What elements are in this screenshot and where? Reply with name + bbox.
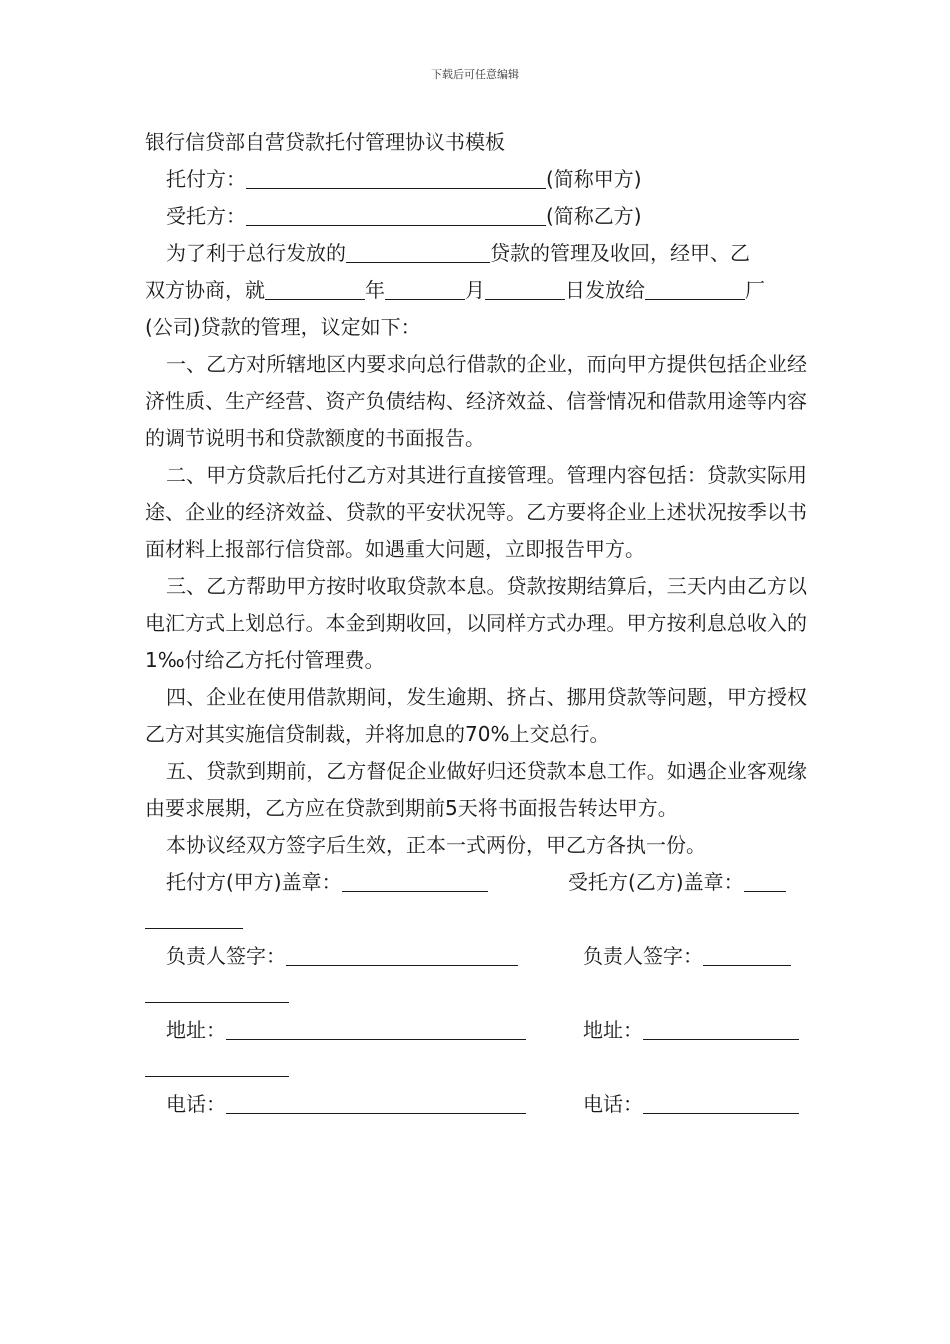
factory-blank[interactable]: [645, 277, 745, 300]
phone-row: [145, 1086, 807, 1123]
intro-text: 双方协商，就: [145, 278, 265, 302]
party-a-suffix: (简称甲方): [546, 167, 642, 191]
intro-text: 为了利于总行发放的: [166, 241, 346, 265]
seal-b-label: 受托方(乙方)盖章：: [568, 870, 744, 894]
clause-5: 五、贷款到期前，乙方督促企业做好归还贷款本息工作。如遇企业客观缘由要求展期，乙方应在贷款到期前5天将书面报告转达甲方。: [145, 759, 807, 820]
intro-text: 月: [465, 278, 485, 302]
signer-a-blank[interactable]: [286, 943, 518, 966]
phone-b-blank[interactable]: [643, 1091, 799, 1114]
phone-a-blank[interactable]: [226, 1091, 526, 1114]
address-a-blank[interactable]: [226, 1017, 526, 1040]
seal-b-continuation: [145, 901, 243, 938]
closing-statement: 本协议经双方签字后生效，正本一式两份，甲乙方各执一份。: [166, 833, 706, 857]
address-b-label: 地址：: [583, 1018, 643, 1042]
signer-b-label: 负责人签字：: [583, 944, 703, 968]
seal-row: [145, 864, 807, 938]
party-a-line: [145, 161, 807, 198]
loan-type-blank[interactable]: [346, 240, 490, 263]
intro-text: 日发放给: [565, 278, 645, 302]
day-blank[interactable]: [485, 277, 565, 300]
address-b: [583, 1012, 799, 1049]
clause-4: 四、企业在使用借款期间，发生逾期、挤占、挪用贷款等问题，甲方授权乙方对其实施信贷制裁，并将加息的70%上交总行。: [145, 685, 807, 746]
signer-b-blank[interactable]: [703, 943, 791, 966]
document-title: 银行信贷部自营贷款托付管理协议书模板: [145, 130, 505, 154]
address-b-blank[interactable]: [643, 1017, 799, 1040]
phone-b-label: 电话：: [583, 1092, 643, 1116]
address-b-continuation: [145, 1049, 289, 1086]
intro-text: 贷款的管理及收回，经甲、乙: [490, 241, 750, 265]
phone-a-label: 电话：: [166, 1092, 226, 1116]
address-a: [166, 1012, 526, 1049]
seal-b-blank-cont[interactable]: [145, 906, 243, 929]
phone-b: [583, 1086, 799, 1123]
address-row: [145, 1012, 807, 1086]
seal-a-label: 托付方(甲方)盖章：: [166, 870, 342, 894]
seal-a-blank[interactable]: [342, 869, 488, 892]
year-blank[interactable]: [265, 277, 365, 300]
signer-a-label: 负责人签字：: [166, 944, 286, 968]
signer-b: [583, 938, 791, 975]
intro-text: 年: [365, 278, 385, 302]
seal-b: [568, 864, 786, 901]
party-b-suffix: (简称乙方): [546, 204, 642, 228]
address-b-blank-cont[interactable]: [145, 1054, 289, 1077]
intro-line-2: [145, 272, 807, 309]
party-b-blank[interactable]: [246, 203, 546, 226]
party-a-label: 托付方：: [166, 167, 246, 191]
seal-b-blank[interactable]: [744, 869, 786, 892]
document-body: [145, 124, 807, 1123]
clause-1: 一、乙方对所辖地区内要求向总行借款的企业，而向甲方提供包括企业经济性质、生产经营、资产负债结构、经济效益、信誉情况和借款用途等内容的调节说明书和贷款额度的书面报告。: [145, 352, 807, 450]
phone-a: [166, 1086, 526, 1123]
clause-2: 二、甲方贷款后托付乙方对其进行直接管理。管理内容包括：贷款实际用途、企业的经济效益、贷款的平安状况等。乙方要将企业上述状况按季以书面材料上报部行信贷部。如遇重大问题，立即报告甲方。: [145, 463, 807, 561]
intro-text: 厂: [745, 278, 765, 302]
seal-a: [166, 864, 488, 901]
signer-b-continuation: [145, 975, 289, 1012]
signer-a: [166, 938, 518, 975]
signer-row: [145, 938, 807, 1012]
address-a-label: 地址：: [166, 1018, 226, 1042]
header-note: 下载后可任意编辑: [431, 68, 519, 81]
clause-3: 三、乙方帮助甲方按时收取贷款本息。贷款按期结算后，三天内由乙方以电汇方式上划总行。本金到期收回，以同样方式办理。甲方按利息总收入的1‰付给乙方托付管理费。: [145, 574, 807, 672]
intro-line-1: [145, 235, 807, 272]
month-blank[interactable]: [385, 277, 465, 300]
party-b-line: [145, 198, 807, 235]
party-b-label: 受托方：: [166, 204, 246, 228]
party-a-blank[interactable]: [246, 166, 546, 189]
signer-b-blank-cont[interactable]: [145, 980, 289, 1003]
intro-line-3: (公司)贷款的管理，议定如下：: [145, 315, 421, 339]
